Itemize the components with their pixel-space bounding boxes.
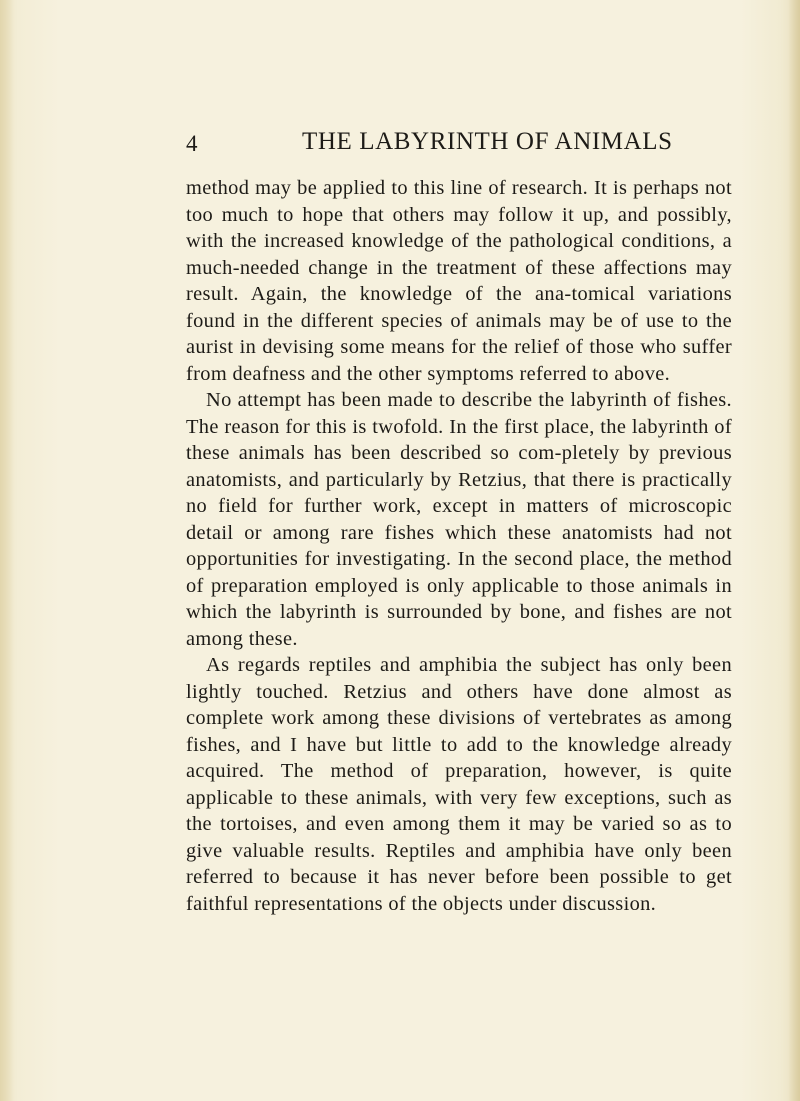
page-gutter-shadow xyxy=(0,0,14,1101)
page-number: 4 xyxy=(186,131,198,156)
body-text xyxy=(186,175,732,917)
running-head: THE LABYRINTH OF ANIMALS xyxy=(302,128,673,155)
paragraph-3: As regards reptiles and amphibia the subject has only been lightly touched. Retzius and others have done almost as complete work among these divisions of vertebrates as among fishes, and I have but little to add to the knowledge already acquired. The method of preparation, however, is quite applicable to these animals, with very few exceptions, such as the tortoises, and even among them it may be varied so as to give valuable results. Reptiles and amphibia have only been referred to because it has never before been possible to get faithful representations of the objects under discussion. xyxy=(186,654,732,915)
paragraph-1: method may be applied to this line of research. It is perhaps not too much to hope that others may follow it up, and possibly, with the increased knowledge of the pathological conditions, a much-needed change in the treatment of these affections may result. Again, the knowledge of the ana-tomical variations found in the different species of animals may be of use to the aurist in devising some means for the relief of those who suffer from deafness and the other symptoms referred to above. xyxy=(186,177,732,385)
paragraph-2: No attempt has been made to describe the labyrinth of fishes. The reason for this is twofold. In the first place, the labyrinth of these animals has been described so com-pletely by previous anatomists, and particularly by Retzius, that there is practically no field for further work, except in matters of microscopic detail or among rare fishes which these anatomists had not opportunities for investigating. In the second place, the method of preparation employed is only applicable to those animals in which the labyrinth is surrounded by bone, and fishes are not among these. xyxy=(186,389,732,650)
page-edge-shadow xyxy=(788,0,800,1101)
page-header xyxy=(186,128,706,162)
